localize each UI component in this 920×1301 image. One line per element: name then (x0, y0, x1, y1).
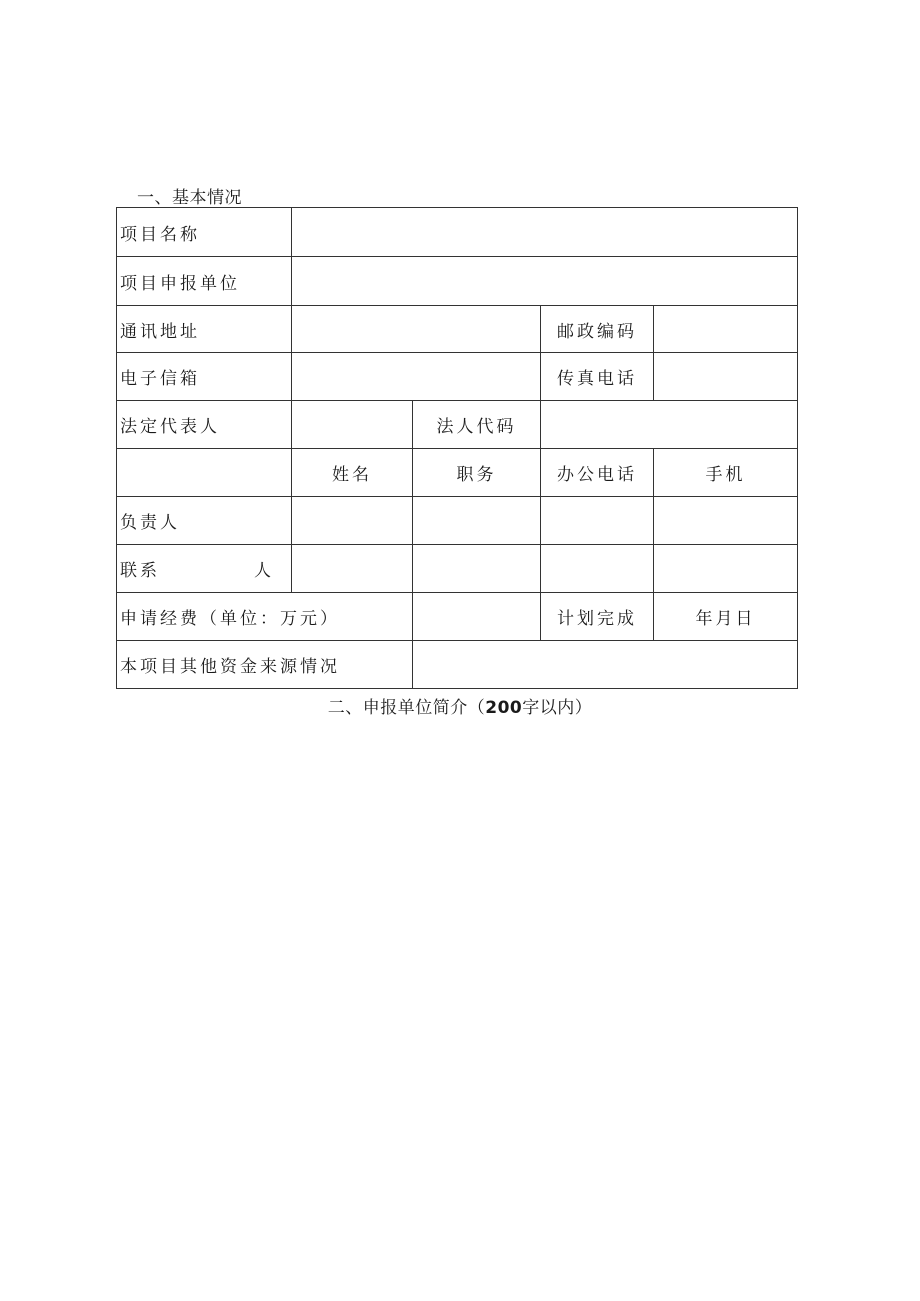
fax-input[interactable] (654, 353, 798, 401)
funding-label: 申请经费（单位：万元） (117, 593, 413, 641)
email-input[interactable] (292, 353, 541, 401)
header-name: 姓名 (292, 449, 413, 497)
postcode-input[interactable] (654, 306, 798, 353)
address-label: 通讯地址 (117, 306, 292, 353)
legal-code-input[interactable] (541, 401, 798, 449)
section2-heading-suffix: 字以内） (522, 698, 593, 718)
header-mobile: 手机 (654, 449, 798, 497)
legal-rep-input[interactable] (292, 401, 413, 449)
row-person-in-charge (117, 497, 798, 545)
header-office-phone: 办公电话 (541, 449, 654, 497)
email-label: 电子信箱 (117, 353, 292, 401)
row-address (117, 306, 798, 353)
project-name-label: 项目名称 (117, 208, 292, 257)
person-in-charge-mobile-input[interactable] (654, 497, 798, 545)
row-email (117, 353, 798, 401)
plan-label: 计划完成 (541, 593, 654, 641)
applicant-unit-label: 项目申报单位 (117, 257, 292, 306)
contact-office-phone-input[interactable] (541, 545, 654, 593)
legal-code-label: 法人代码 (413, 401, 541, 449)
person-in-charge-label: 负责人 (117, 497, 292, 545)
basic-info-table (116, 207, 798, 689)
person-in-charge-name-input[interactable] (292, 497, 413, 545)
section2-heading-prefix: 二、申报单位简介（ (327, 698, 486, 718)
project-name-input[interactable] (292, 208, 798, 257)
section2-heading (0, 693, 920, 718)
header-empty-cell (117, 449, 292, 497)
contact-name-input[interactable] (292, 545, 413, 593)
row-funding (117, 593, 798, 641)
applicant-unit-input[interactable] (292, 257, 798, 306)
row-legal-rep (117, 401, 798, 449)
contact-mobile-input[interactable] (654, 545, 798, 593)
header-position: 职务 (413, 449, 541, 497)
legal-rep-label: 法定代表人 (117, 401, 292, 449)
row-project-name (117, 208, 798, 257)
other-funds-label: 本项目其他资金来源情况 (117, 641, 413, 689)
contact-label-right: 人 (254, 561, 274, 581)
funding-input[interactable] (413, 593, 541, 641)
row-applicant-unit (117, 257, 798, 306)
address-input[interactable] (292, 306, 541, 353)
section1-heading: 一、基本情况 (137, 188, 242, 208)
row-other-funds (117, 641, 798, 689)
contact-position-input[interactable] (413, 545, 541, 593)
date-field[interactable]: 年月日 (654, 593, 798, 641)
postcode-label: 邮政编码 (541, 306, 654, 353)
section2-heading-number: 200 (485, 698, 523, 718)
row-contact-header (117, 449, 798, 497)
person-in-charge-office-phone-input[interactable] (541, 497, 654, 545)
row-contact (117, 545, 798, 593)
contact-label-left: 联系 (120, 561, 160, 581)
person-in-charge-position-input[interactable] (413, 497, 541, 545)
contact-label (117, 545, 292, 593)
other-funds-input[interactable] (413, 641, 798, 689)
fax-label: 传真电话 (541, 353, 654, 401)
